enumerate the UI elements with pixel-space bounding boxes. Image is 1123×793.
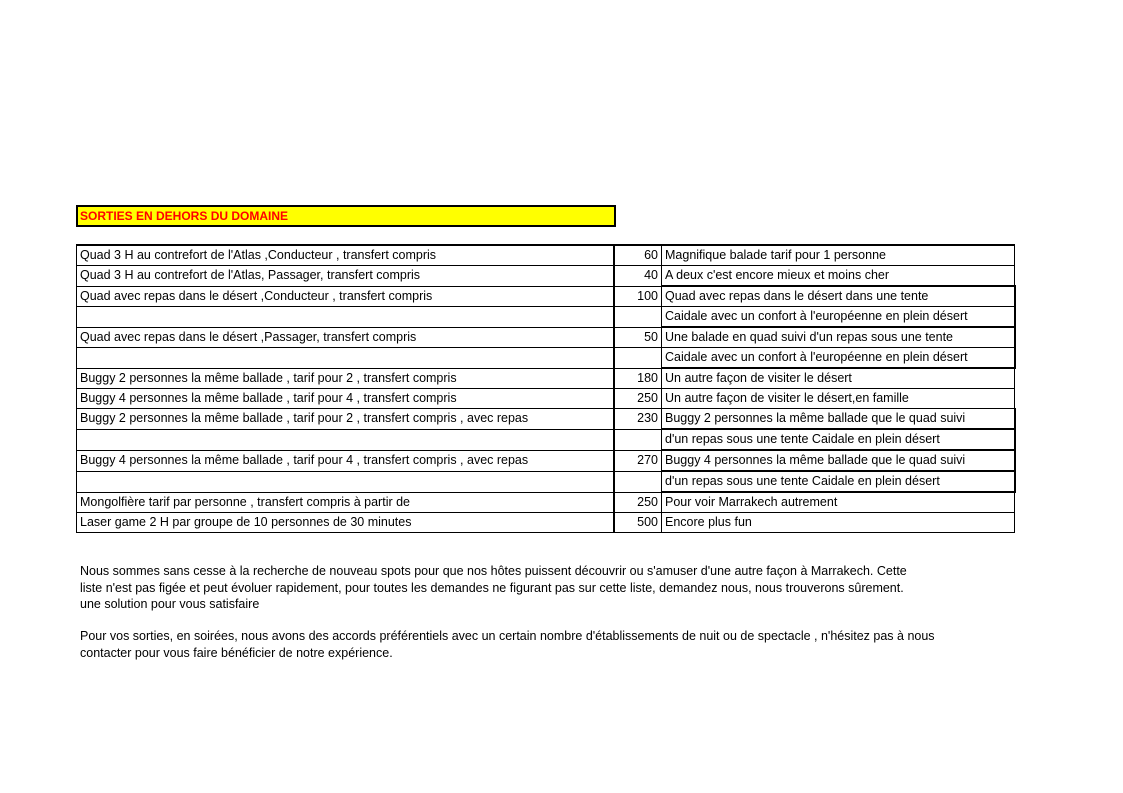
table-row [77, 409, 1015, 430]
activity-price [614, 429, 662, 450]
table-row [77, 450, 1015, 471]
activity-price: 60 [614, 245, 662, 266]
table-row [77, 389, 1015, 409]
table-row [77, 327, 1015, 348]
activity-description: Buggy 2 personnes la même ballade , tarif pour 2 , transfert compris [77, 368, 614, 389]
activity-price [614, 471, 662, 492]
activity-comment: Magnifique balade tarif pour 1 personne [662, 245, 1015, 266]
activity-comment: d'un repas sous une tente Caidale en plein désert [662, 429, 1015, 450]
activity-comment: Caidale avec un confort à l'européenne en plein désert [662, 307, 1015, 328]
activities-table [76, 244, 1016, 533]
activity-price: 500 [614, 513, 662, 533]
table-row [77, 368, 1015, 389]
note-line: Nous sommes sans cesse à la recherche de nouveau spots pour que nos hôtes puissent découvrir ou s'amuser d'une autre façon à Marrakech. Cette [80, 564, 907, 578]
activity-price: 100 [614, 286, 662, 307]
activity-comment: Pour voir Marrakech autrement [662, 492, 1015, 513]
note-availability [80, 563, 1010, 613]
table-row [77, 286, 1015, 307]
activity-comment: Un autre façon de visiter le désert [662, 368, 1015, 389]
activity-comment: d'un repas sous une tente Caidale en plein désert [662, 471, 1015, 492]
activity-price [614, 348, 662, 369]
note-nightlife [80, 628, 1010, 661]
activity-description [77, 307, 614, 328]
activity-price [614, 307, 662, 328]
activity-comment: Quad avec repas dans le désert dans une tente [662, 286, 1015, 307]
activity-description: Buggy 4 personnes la même ballade , tarif pour 4 , transfert compris [77, 389, 614, 409]
table-row [77, 266, 1015, 287]
section-title: SORTIES EN DEHORS DU DOMAINE [76, 205, 616, 227]
activity-description: Laser game 2 H par groupe de 10 personnes de 30 minutes [77, 513, 614, 533]
activity-comment: Caidale avec un confort à l'européenne en plein désert [662, 348, 1015, 369]
activity-description: Quad avec repas dans le désert ,Passager, transfert compris [77, 327, 614, 348]
activity-price: 250 [614, 492, 662, 513]
activity-comment: Un autre façon de visiter le désert,en famille [662, 389, 1015, 409]
table-row [77, 245, 1015, 266]
activity-price: 180 [614, 368, 662, 389]
activity-comment: Buggy 2 personnes la même ballade que le quad suivi [662, 409, 1015, 430]
activity-description [77, 471, 614, 492]
activity-description: Quad 3 H au contrefort de l'Atlas, Passager, transfert compris [77, 266, 614, 287]
table-row [77, 429, 1015, 450]
activity-price: 270 [614, 450, 662, 471]
activity-price: 250 [614, 389, 662, 409]
activity-description: Quad avec repas dans le désert ,Conducteur , transfert compris [77, 286, 614, 307]
table-row [77, 492, 1015, 513]
activity-comment: Une balade en quad suivi d'un repas sous une tente [662, 327, 1015, 348]
table-row [77, 513, 1015, 533]
note-line: liste n'est pas figée et peut évoluer rapidement, pour toutes les demandes ne figurant pas sur cette liste, demandez nous, nous trouverons sûrement. [80, 580, 904, 595]
activity-price: 50 [614, 327, 662, 348]
table-row [77, 348, 1015, 369]
table-row [77, 471, 1015, 492]
activity-description: Mongolfière tarif par personne , transfert compris à partir de [77, 492, 614, 513]
activity-comment: A deux c'est encore mieux et moins cher [662, 266, 1015, 287]
activity-comment: Encore plus fun [662, 513, 1015, 533]
activity-description: Buggy 4 personnes la même ballade , tarif pour 4 , transfert compris , avec repas [77, 450, 614, 471]
table-row [77, 307, 1015, 328]
activity-description [77, 429, 614, 450]
activity-price: 40 [614, 266, 662, 287]
note-line: Pour vos sorties, en soirées, nous avons des accords préférentiels avec un certain nombre d'établissements de nuit ou de spectacle , n'hésitez pas à nous [80, 629, 935, 643]
activity-price: 230 [614, 409, 662, 430]
activity-description: Quad 3 H au contrefort de l'Atlas ,Conducteur , transfert compris [77, 245, 614, 266]
activity-description [77, 348, 614, 369]
activity-comment: Buggy 4 personnes la même ballade que le quad suivi [662, 450, 1015, 471]
activity-description: Buggy 2 personnes la même ballade , tarif pour 2 , transfert compris , avec repas [77, 409, 614, 430]
note-line: contacter pour vous faire bénéficier de notre expérience. [80, 645, 393, 660]
note-line: une solution pour vous satisfaire [80, 597, 260, 611]
